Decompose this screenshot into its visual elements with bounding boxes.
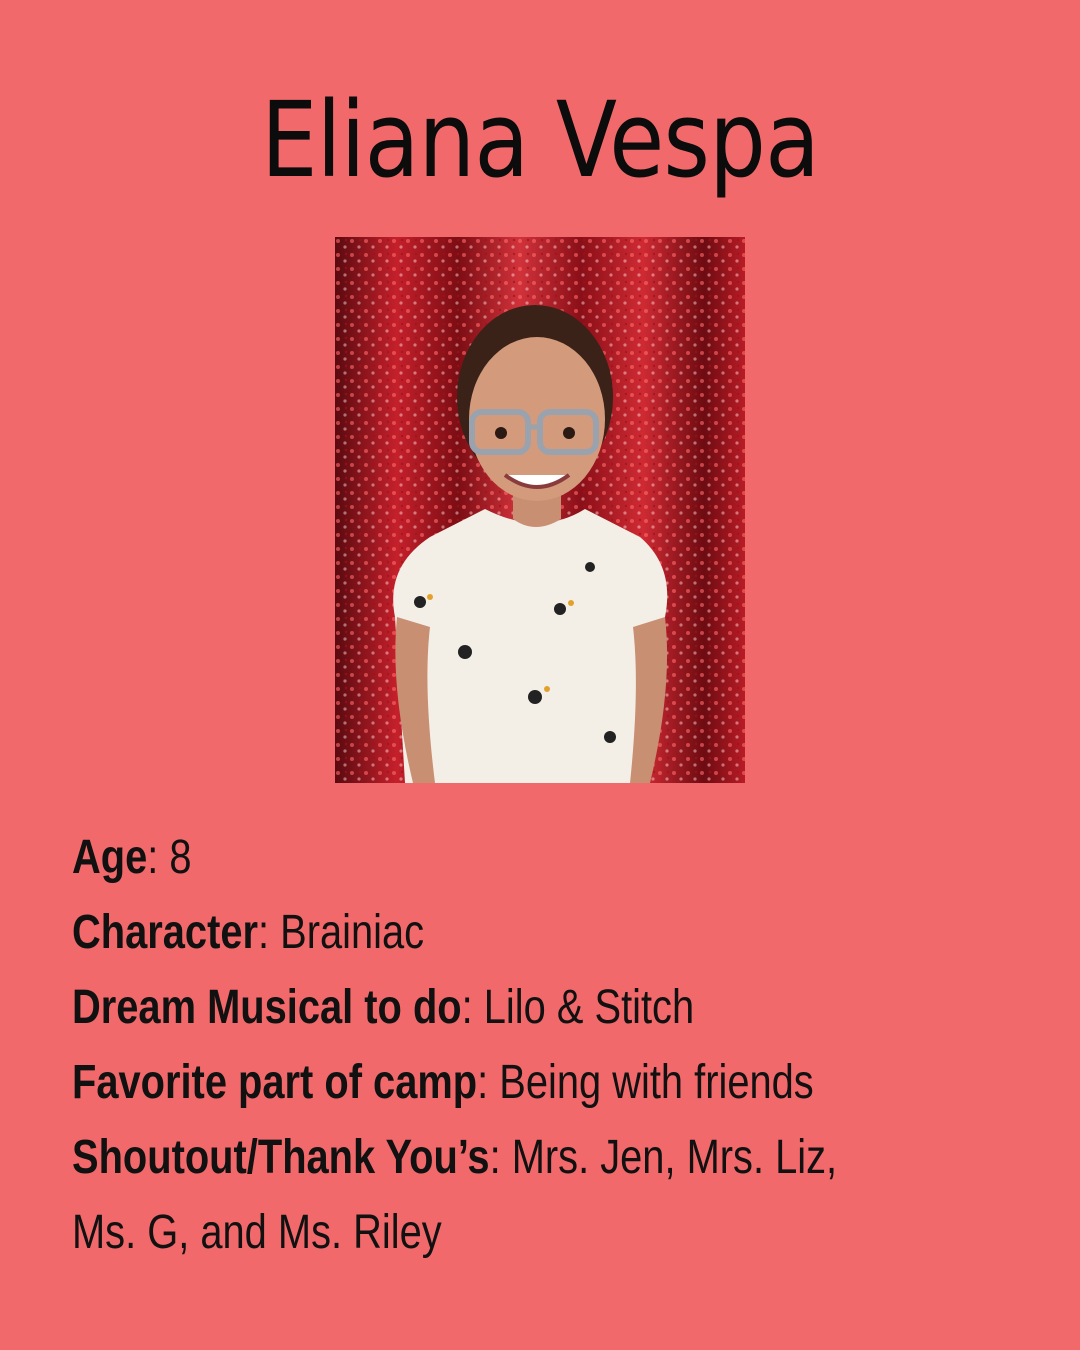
shoutout-label: Shoutout/Thank You’s [72,1131,490,1184]
character-row [72,895,869,970]
age-separator: : [147,831,170,884]
portrait-photo-icon [335,237,745,783]
dream-musical-separator: : [461,981,484,1034]
profile-details [72,820,1032,1270]
shoutout-value-continued: Ms. G, and Ms. Riley [72,1206,442,1259]
character-value: Brainiac [280,906,425,959]
age-value: 8 [169,831,192,884]
profile-photo [335,237,745,783]
age-label: Age [72,831,148,884]
favorite-part-separator: : [477,1056,500,1109]
profile-name: Eliana Vespa [260,79,820,201]
shoutout-value: Mrs. Jen, Mrs. Liz, [511,1131,838,1184]
favorite-part-value: Being with friends [499,1056,814,1109]
dream-musical-label: Dream Musical to do [72,981,462,1034]
favorite-part-row [72,1045,869,1120]
shoutout-row [72,1120,869,1195]
character-label: Character [72,906,259,959]
dream-musical-row [72,970,869,1045]
shoutout-row-continued [72,1195,869,1270]
shoutout-separator: : [489,1131,512,1184]
favorite-part-label: Favorite part of camp [72,1056,478,1109]
dream-musical-value: Lilo & Stitch [483,981,695,1034]
character-separator: : [258,906,281,959]
age-row [72,820,869,895]
